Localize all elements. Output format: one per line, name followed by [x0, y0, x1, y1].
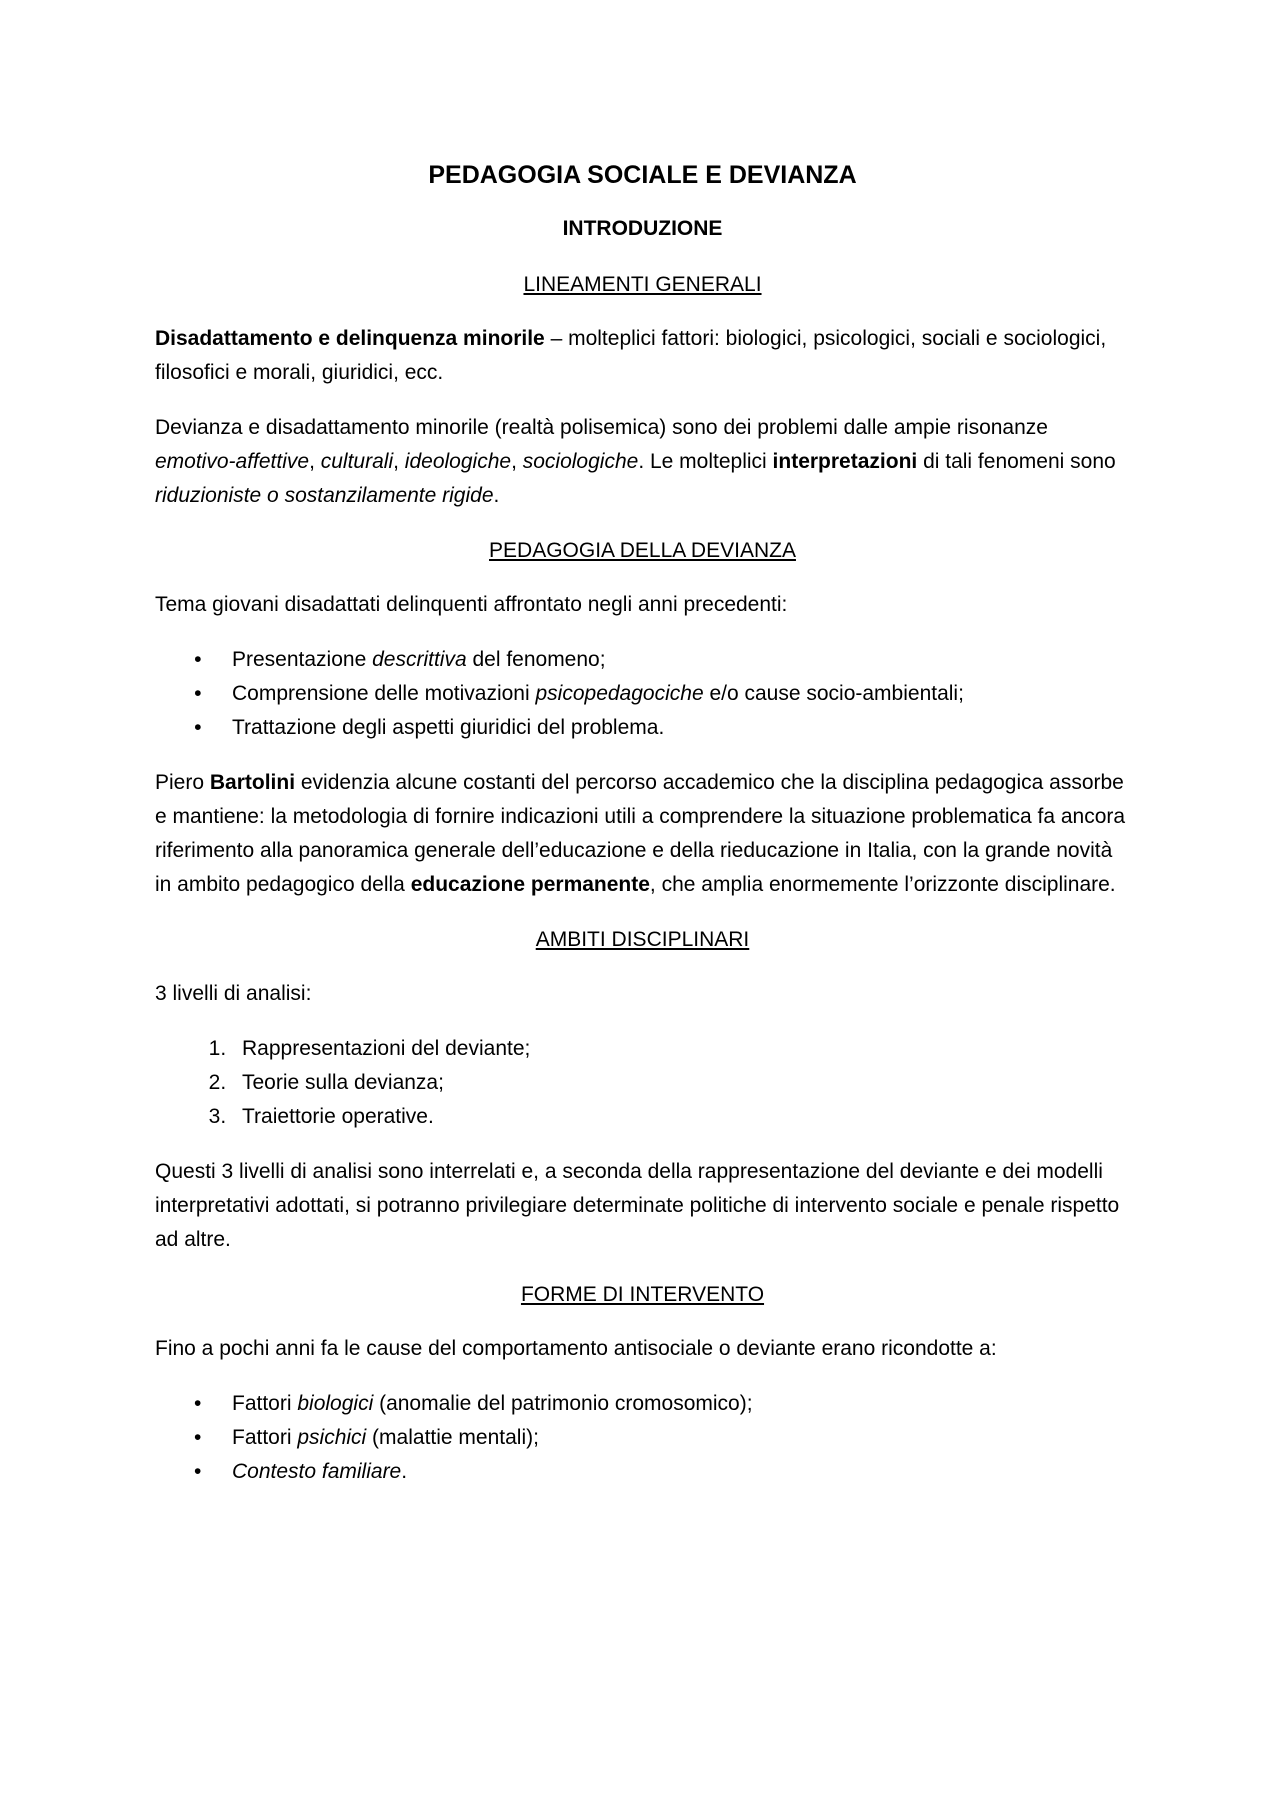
list-item: [232, 677, 1130, 711]
section-heading-ambiti: AMBITI DISCIPLINARI: [535, 928, 750, 951]
list-item: [232, 711, 1130, 745]
paragraph-text: – molteplici fattori: biologici, psicologici, sociali e sociologici, filosofici e morali, giuridici, ecc.: [155, 327, 1107, 384]
list-item-text: Comprensione delle motivazioni: [232, 682, 536, 705]
list-item: [232, 643, 1130, 677]
document-subtitle: INTRODUZIONE: [562, 217, 723, 240]
paragraph-interrelati: Questi 3 livelli di analisi sono interrelati e, a seconda della rappresentazione del deviante e dei modelli interpretativi adottati, si potranno privilegiare determinate politiche di intervento sociale e penale rispetto ad altre.: [155, 1160, 1120, 1251]
paragraph-text: , che amplia enormemente l’orizzonte disciplinare.: [649, 873, 1116, 896]
italic-term: descrittiva: [372, 648, 467, 671]
list-item-text: (anomalie del patrimonio cromosomico);: [373, 1392, 753, 1415]
bold-term: interpretazioni: [772, 450, 918, 473]
italic-term: ideologiche: [404, 450, 512, 473]
italic-term: riduzioniste o sostanzilamente rigide: [155, 484, 494, 507]
paragraph-tema: Tema giovani disadattati delinquenti affrontato negli anni precedenti:: [155, 593, 788, 616]
paragraph-text: ,: [309, 450, 321, 473]
paragraph-cause: Fino a pochi anni fa le cause del comportamento antisociale o deviante erano ricondotte a:: [155, 1337, 997, 1360]
paragraph-disadattamento: [155, 322, 1130, 390]
italic-term: psicopedagociche: [535, 682, 704, 705]
document-title: PEDAGOGIA SOCIALE E DEVIANZA: [428, 161, 857, 189]
list-item-text: Trattazione degli aspetti giuridici del problema.: [232, 716, 665, 739]
italic-term: emotivo-affettive: [155, 450, 310, 473]
italic-term: psichici: [297, 1426, 367, 1449]
paragraph-livelli: 3 livelli di analisi:: [155, 982, 312, 1005]
bold-term: educazione permanente: [410, 873, 650, 896]
paragraph-devianza: [155, 411, 1130, 513]
list-item: [232, 1421, 1130, 1455]
list-item: 2. Teorie sulla devianza;: [232, 1066, 1130, 1100]
list-item-text: del fenomeno;: [466, 648, 606, 671]
italic-term: Contesto familiare: [232, 1460, 402, 1483]
list-item-text: Fattori: [232, 1426, 298, 1449]
section-heading-forme: FORME DI INTERVENTO: [520, 1283, 765, 1306]
bullet-list-fattori: [155, 1387, 1130, 1489]
bold-term: Disadattamento e delinquenza minorile: [155, 327, 545, 350]
list-item-text: Presentazione: [232, 648, 373, 671]
numbered-list-livelli: [155, 1032, 1130, 1134]
list-item-text: e/o cause socio-ambientali;: [703, 682, 964, 705]
bullet-list-temi: [155, 643, 1130, 745]
list-item-text: (malattie mentali);: [366, 1426, 539, 1449]
list-item: 3. Traiettorie operative.: [232, 1100, 1130, 1134]
list-item-text: .: [401, 1460, 408, 1483]
italic-term: sociologiche: [522, 450, 639, 473]
paragraph-text: evidenzia alcune costanti del percorso accademico che la disciplina pedagogica assorbe e mantiene: la metodologia di fornire indicazioni utili a comprendere la situazione problematica fa ancora riferimento alla panoramica generale dell’educazione e della rieducazione in Italia, con la grande novità in ambito pedagogico della: [155, 771, 1126, 896]
list-item: [232, 1455, 1130, 1489]
paragraph-bartolini: [155, 766, 1130, 902]
list-item: 1. Rappresentazioni del deviante;: [232, 1032, 1130, 1066]
paragraph-text: ,: [511, 450, 523, 473]
paragraph-text: di tali fenomeni sono: [917, 450, 1116, 473]
paragraph-text: Piero: [155, 771, 210, 794]
bold-term: Bartolini: [209, 771, 296, 794]
document-page: [155, 150, 1130, 1510]
paragraph-text: .: [493, 484, 500, 507]
paragraph-text: . Le molteplici: [638, 450, 773, 473]
paragraph-text: Devianza e disadattamento minorile (realtà polisemica) sono dei problemi dalle ampie risonanze: [155, 416, 1048, 439]
section-heading-lineamenti: LINEAMENTI GENERALI: [523, 273, 762, 296]
list-item: [232, 1387, 1130, 1421]
section-heading-pedagogia: PEDAGOGIA DELLA DEVIANZA: [489, 539, 796, 562]
italic-term: culturali: [320, 450, 394, 473]
italic-term: biologici: [297, 1392, 374, 1415]
paragraph-text: ,: [393, 450, 405, 473]
list-item-text: Fattori: [232, 1392, 298, 1415]
